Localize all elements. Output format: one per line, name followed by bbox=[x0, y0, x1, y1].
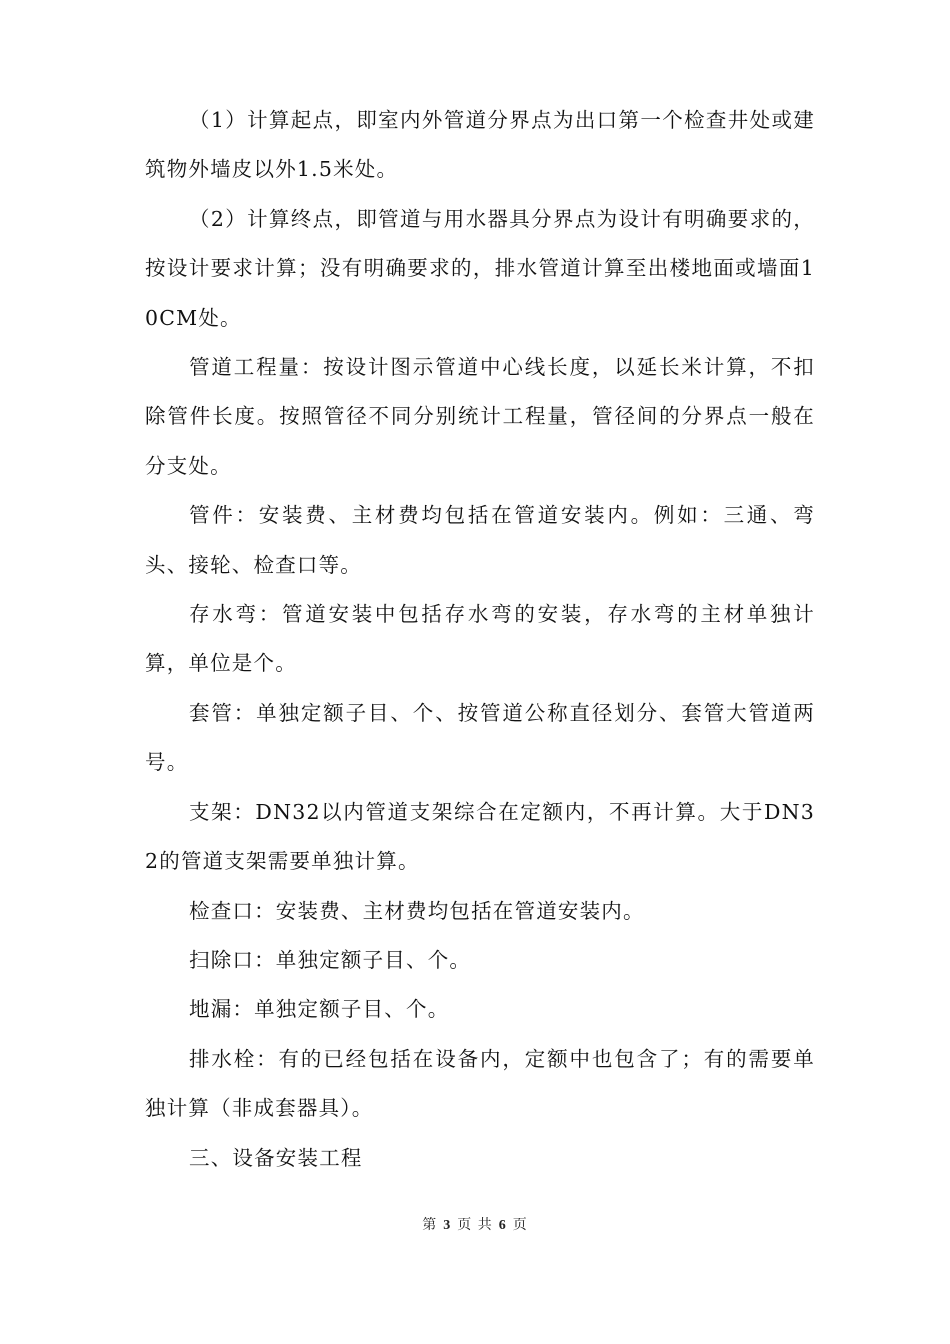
footer-total-pages: 6 bbox=[498, 1218, 507, 1233]
paragraph-cleanout: 扫除口：单独定额子目、个。 bbox=[189, 947, 472, 972]
footer-prefix: 第 bbox=[422, 1217, 438, 1233]
paragraph-drain-plug: 排水栓：有的已经包括在设备内，定额中也包含了；有的需要单独计算（非成套器具）。 bbox=[145, 1046, 815, 1121]
paragraph-inspection-port: 检查口：安装费、主材费均包括在管道安装内。 bbox=[189, 898, 645, 923]
paragraph-sleeve: 套管：单独定额子目、个、按管道公称直径划分、套管大管道两号。 bbox=[145, 700, 815, 775]
page-footer bbox=[0, 1214, 950, 1234]
paragraph-trap: 存水弯：管道安装中包括存水弯的安装，存水弯的主材单独计算，单位是个。 bbox=[145, 602, 815, 676]
paragraph-support: 支架：DN32以内管道支架综合在定额内，不再计算。大于DN32的管道支架需要单独计算。 bbox=[145, 799, 815, 874]
document-body bbox=[145, 96, 815, 1183]
paragraph-calc-start-point: （1）计算起点，即室内外管道分界点为出口第一个检查井处或建筑物外墙皮以外1.5米处。 bbox=[145, 108, 815, 182]
paragraph-pipe-fittings: 管件：安装费、主材费均包括在管道安装内。例如：三通、弯头、接轮、检查口等。 bbox=[145, 503, 815, 577]
paragraph-calc-end-point: （2）计算终点，即管道与用水器具分界点为设计有明确要求的，按设计要求计算；没有明确要求的，排水管道计算至出楼地面或墙面10CM处。 bbox=[145, 206, 815, 330]
section-heading-equipment-installation: 三、设备安装工程 bbox=[189, 1145, 363, 1170]
paragraph-pipe-quantity: 管道工程量：按设计图示管道中心线长度，以延长米计算，不扣除管件长度。按照管径不同分别统计工程量，管径间的分界点一般在分支处。 bbox=[145, 355, 815, 478]
paragraph-floor-drain: 地漏：单独定额子目、个。 bbox=[189, 997, 450, 1022]
footer-current-page: 3 bbox=[443, 1218, 452, 1233]
footer-suffix: 页 bbox=[512, 1217, 528, 1233]
footer-middle: 页 共 bbox=[457, 1217, 493, 1233]
